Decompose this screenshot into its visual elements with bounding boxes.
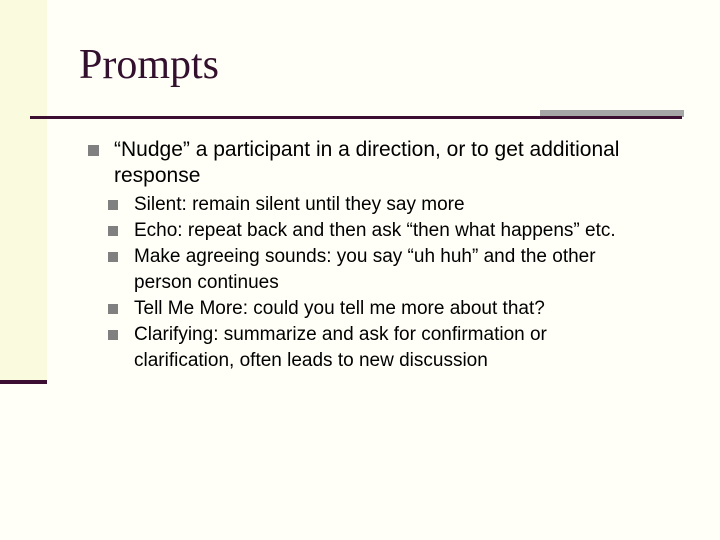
- list-item: [108, 192, 688, 218]
- main-bullet: [88, 137, 688, 189]
- square-bullet-icon: [108, 218, 134, 244]
- list-item: [108, 218, 688, 244]
- list-item-text: Echo: repeat back and then ask “then what happens” etc.: [134, 220, 616, 241]
- square-bullet-icon: [88, 137, 114, 189]
- square-bullet-icon: [108, 322, 134, 374]
- square-bullet-icon: [108, 244, 134, 296]
- list-item-text: Make agreeing sounds: you say “uh huh” and the other person continues: [134, 246, 596, 293]
- slide-body: [88, 137, 688, 374]
- title-divider: [30, 116, 682, 119]
- square-bullet-icon: [108, 192, 134, 218]
- decorative-side-band: [0, 0, 47, 380]
- sub-bullet-list: [108, 192, 688, 374]
- main-bullet-text: “Nudge” a participant in a direction, or to get additional response: [114, 138, 620, 187]
- square-bullet-icon: [108, 296, 134, 322]
- list-item: [108, 296, 688, 322]
- list-item-text: Tell Me More: could you tell me more about that?: [134, 298, 545, 319]
- list-item-text: Silent: remain silent until they say more: [134, 194, 465, 215]
- list-item-text: Clarifying: summarize and ask for confirmation or clarification, often leads to new discussion: [134, 324, 547, 371]
- decorative-left-rule: [0, 380, 47, 384]
- list-item: [108, 244, 688, 296]
- list-item: [108, 322, 688, 374]
- slide-title: Prompts: [79, 42, 220, 88]
